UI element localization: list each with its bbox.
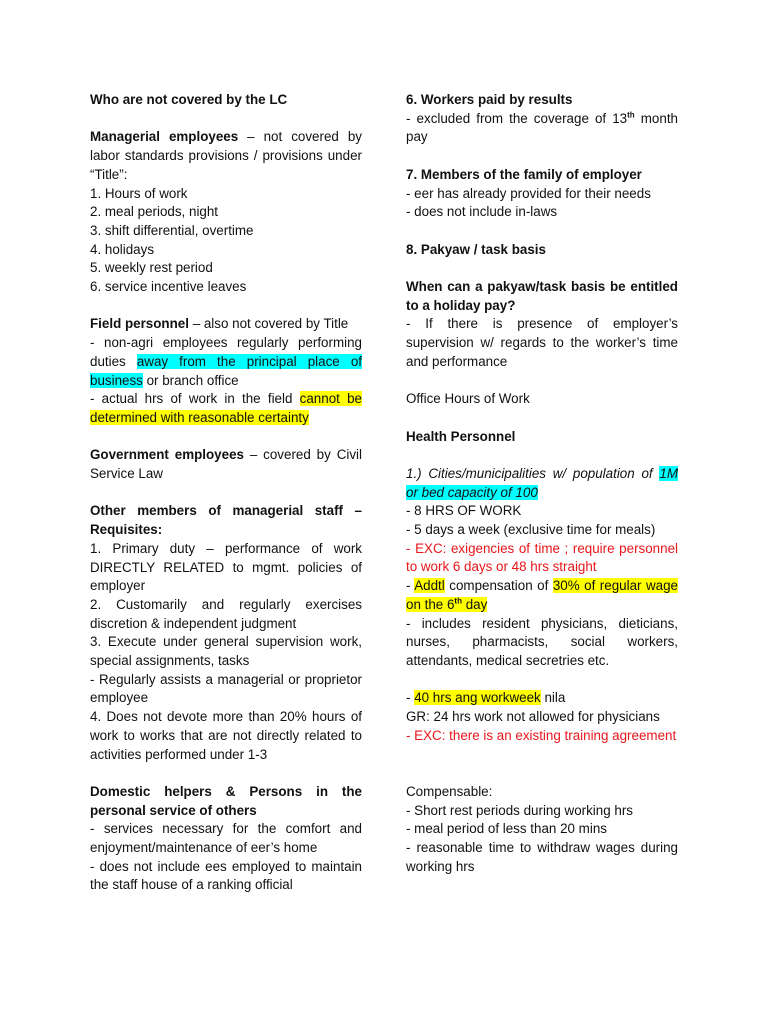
list-item: - 5 days a week (exclusive time for meals) [406,522,656,538]
superscript: th [454,596,462,606]
list-item: - eer has already provided for their needs [406,185,651,201]
exception-text: - EXC: exigencies of time ; require personnel to work 6 days or 48 hrs straight [406,540,678,575]
government-heading: Government employees [90,447,244,463]
highlight-yellow: cannot be determined with reasonable certainty [90,391,362,425]
list-item: - Short rest periods during working hrs [406,802,633,818]
addtl-compensation [406,577,678,614]
text-run: - [406,578,415,594]
other-managerial-heading: Other members of managerial staff – Requisites: [90,503,362,538]
health-heading: Health Personnel [406,428,516,444]
superscript: th [627,110,635,120]
workweek-text [406,689,678,708]
list-item: 1. Primary duty – performance of work DIRECTLY RELATED to mgmt. policies of employer [90,540,362,594]
list-item: 4. holidays [90,241,155,257]
domestic-heading: Domestic helpers & Persons in the personal service of others [90,783,362,818]
list-item: - Regularly assists a managerial or proprietor employee [90,671,362,706]
government-text: – covered by Civil Service Law [90,447,362,482]
text-run: - [406,690,415,706]
text-run: - actual hrs of work in the field [90,391,300,407]
family-heading: 7. Members of the family of employer [406,166,642,182]
highlight-cyan: away from the principal place of business [90,353,362,388]
question-heading: When can a pakyaw/task basis be entitled to a holiday pay? [406,278,678,313]
managerial-heading: Managerial employees [90,129,239,145]
text-run: - excluded from the coverage of 13 [406,110,628,126]
highlight-yellow: 40 hrs ang workweek [414,690,541,706]
list-item: - 8 HRS OF WORK [406,503,522,519]
health-condition [406,465,678,502]
list-item: - does not include in-laws [406,204,558,220]
field-section [90,315,362,334]
highlight-yellow: Addtl [414,578,445,594]
list-item: 2. meal periods, night [90,204,219,220]
government-section [90,446,362,483]
list-item: 3. Execute under general supervision work, special assignments, tasks [90,634,362,669]
text-run: - non-agri employees regularly performing duties [90,335,362,369]
doc-title: Who are not covered by the LC [90,92,288,107]
general-rule-text: GR: 24 hrs work not allowed for physicians [406,709,660,725]
text-run: day [461,596,488,612]
list-item: - services necessary for the comfort and enjoyment/maintenance of eer’s home [90,821,362,856]
results-text [406,110,678,147]
list-item: - does not include ees employed to maintain the staff house of a ranking official [90,858,362,893]
highlight-cyan: 1M or bed capacity of 100 [406,465,678,500]
text-run: nila [540,690,566,706]
list-item: 6. service incentive leaves [90,279,247,295]
list-item: 4. Does not devote more than 20% hours of work to works that are not directly related to activities performed under 1-3 [90,709,362,762]
list-item: 5. weekly rest period [90,260,213,276]
list-item: - reasonable time to withdraw wages during working hrs [406,839,678,874]
list-item: - meal period of less than 20 mins [406,821,607,837]
pakyaw-heading: 8. Pakyaw / task basis [406,241,546,257]
right-column [406,91,678,876]
exception-text: - EXC: there is an existing training agreement [406,727,677,743]
results-heading: 6. Workers paid by results [406,92,573,107]
left-column [90,91,362,895]
text-run: 30% of regular wage on the 6 [406,578,679,612]
text-run: compensation of [444,578,553,594]
list-item: 1. Hours of work [90,185,188,201]
compensable-heading: Compensable: [406,783,493,799]
list-item: 2. Customarily and regularly exercises discretion & independent judgment [90,596,362,631]
field-line-1 [90,334,362,390]
text-run: 1.) Cities/municipalities w/ population of [406,465,660,481]
managerial-text: – not covered by labor standards provisions / provisions under “Title”: [90,129,362,182]
field-heading: Field personnel [90,316,189,332]
field-line-2 [90,390,362,427]
text-run: or branch office [142,372,239,388]
includes-text: - includes resident physicians, dieticians, nurses, pharmacists, social workers, attendants, medical secretries etc. [406,615,678,668]
text-run: month pay [406,110,678,145]
managerial-section [90,128,362,184]
list-item: 3. shift differential, overtime [90,222,254,238]
question-text: - If there is presence of employer’s supervision w/ regards to the worker’s time and performance [406,316,678,369]
field-text: – also not covered by Title [188,316,349,332]
office-hours-label: Office Hours of Work [406,391,530,407]
